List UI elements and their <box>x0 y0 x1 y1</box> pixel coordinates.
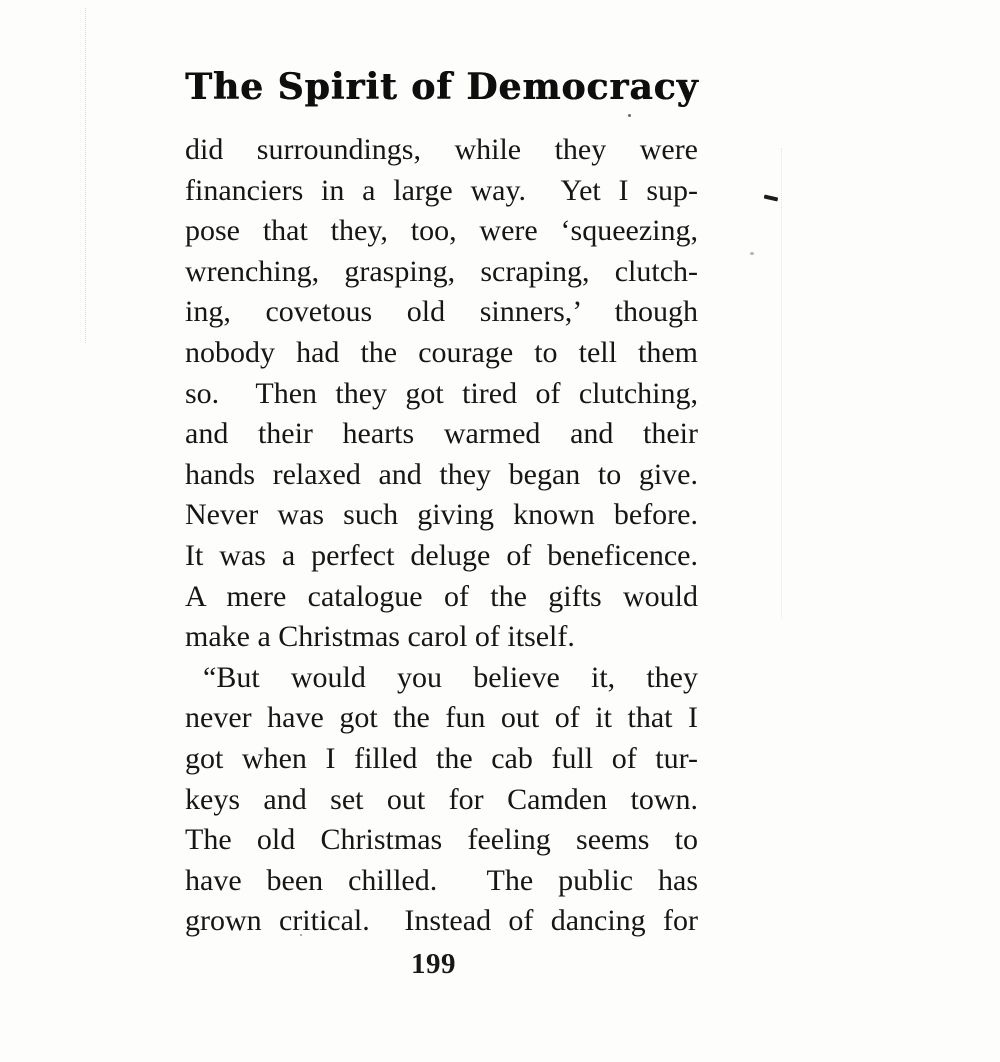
text-line: never have got the fun out of it that I <box>185 701 698 735</box>
text-line: so. Then they got tired of clutching, <box>185 376 698 410</box>
text-line: keys and set out for Camden town. <box>185 782 698 816</box>
text-line-paragraph-end: make a Christmas carol of itself. <box>185 620 575 654</box>
text-line: did surroundings, while they were <box>185 133 698 166</box>
text-line: got when I filled the cab full of tur- <box>185 741 698 775</box>
text-line: The old Christmas feeling seems to <box>185 823 698 857</box>
text-line: hands relaxed and they began to give. <box>185 457 698 491</box>
page-number: 199 <box>411 948 456 980</box>
running-head-title: The Spirit of Democracy <box>185 66 699 108</box>
text-line: ing, covetous old sinners,’ though <box>185 295 698 329</box>
text-line-paragraph-start: “But would you believe it, they <box>203 660 698 694</box>
text-line: wrenching, grasping, scraping, clutch- <box>185 254 698 288</box>
scan-artifact-right-line <box>781 148 782 618</box>
text-line: It was a perfect deluge of beneficence. <box>185 538 698 572</box>
text-line: A mere catalogue of the gifts would <box>185 579 698 613</box>
text-line: Never was such giving known before. <box>185 498 698 532</box>
text-line: and their hearts warmed and their <box>185 417 698 451</box>
scan-artifact-speck <box>750 252 754 255</box>
text-line: nobody had the courage to tell them <box>185 335 698 369</box>
body-text-block <box>185 130 698 942</box>
scan-artifact-ink-dash <box>764 194 778 201</box>
text-line: financiers in a large way. Yet I sup- <box>185 173 698 207</box>
text-line: pose that they, too, were ‘squeezing, <box>185 214 698 248</box>
text-line: have been chilled. The public has <box>185 863 698 897</box>
scan-artifact-left-line <box>85 8 86 343</box>
text-line: grown critical. Instead of dancing for <box>185 904 698 938</box>
scan-artifact-speck <box>628 114 631 117</box>
